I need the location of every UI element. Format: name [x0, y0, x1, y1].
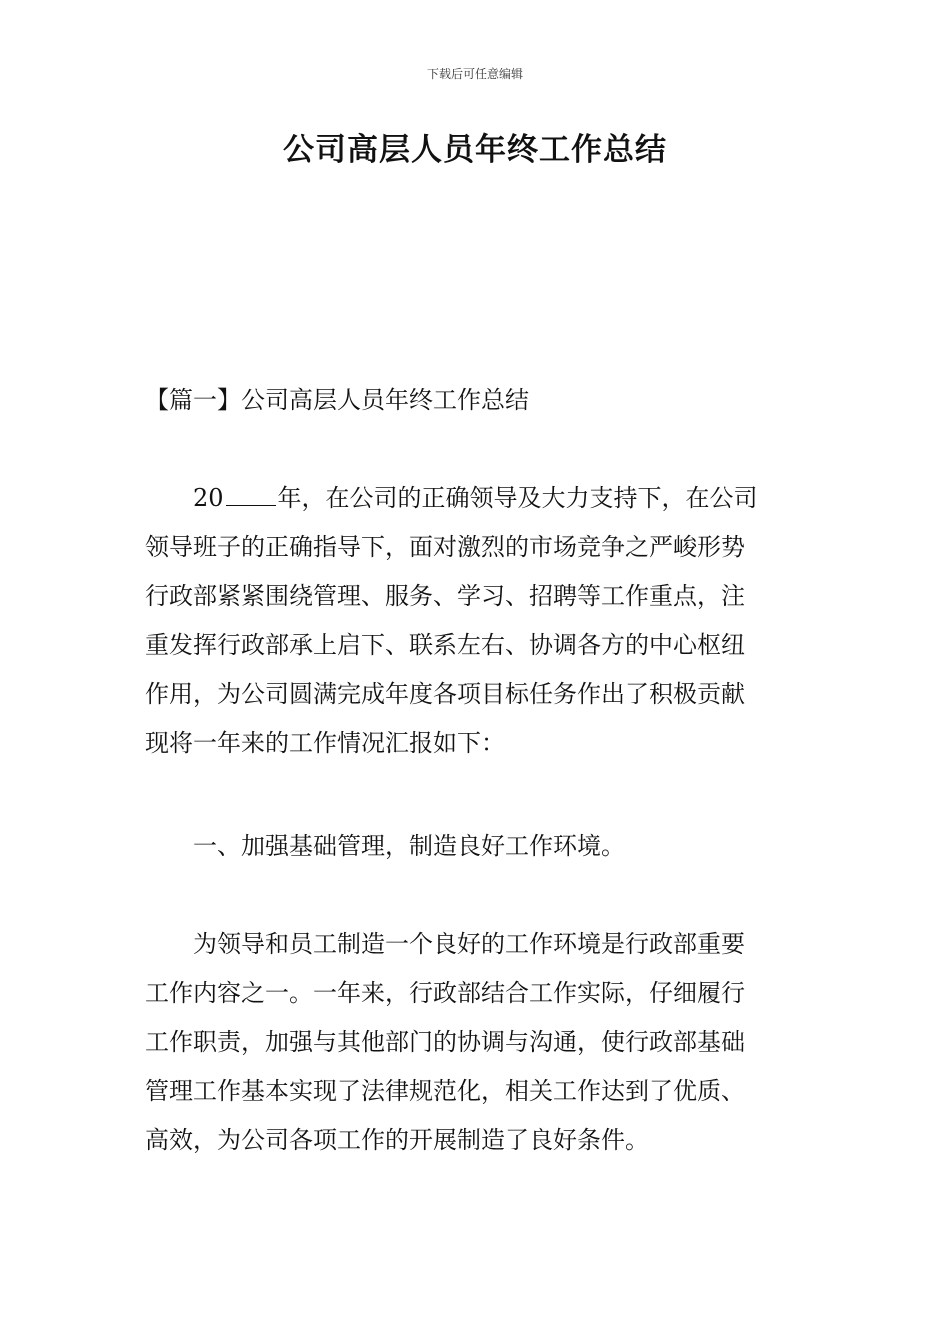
paragraph-line: 为领导和员工制造一个良好的工作环境是行政部重要 [193, 930, 745, 958]
paragraph-line: 现将一年来的工作情况汇报如下： [145, 729, 505, 757]
paragraph-line: 行政部紧紧围绕管理、服务、学习、招聘等工作重点，注 [145, 582, 745, 610]
paragraph-line: 领导班子的正确指导下，面对激烈的市场竞争之严峻形势 [145, 533, 745, 561]
paragraph-line: 重发挥行政部承上启下、联系左右、协调各方的中心枢纽 [145, 631, 745, 659]
paragraph-intro [145, 474, 807, 768]
subheading: 一、加强基础管理，制造良好工作环境。 [193, 832, 625, 860]
year-blank-underline [226, 485, 276, 506]
document-title: 公司高层人员年终工作总结 [283, 132, 667, 168]
paragraph-line [145, 474, 807, 523]
year-prefix: 20 [193, 484, 224, 512]
header-note: 下载后可任意编辑 [426, 67, 523, 81]
paragraph-line: 工作职责，加强与其他部门的协调与沟通，使行政部基础 [145, 1028, 745, 1056]
paragraph-line: 作用，为公司圆满完成年度各项目标任务作出了积极贡献 [145, 680, 745, 708]
section-heading: 【篇一】公司高层人员年终工作总结 [145, 386, 529, 414]
paragraph-line: 高效，为公司各项工作的开展制造了良好条件。 [145, 1126, 649, 1154]
paragraph-line: 工作内容之一。一年来，行政部结合工作实际，仔细履行 [145, 979, 745, 1007]
paragraph-line: 管理工作基本实现了法律规范化，相关工作达到了优质、 [145, 1077, 745, 1105]
paragraph-environment [145, 920, 807, 1165]
paragraph-line-text: 年，在公司的正确领导及大力支持下，在公司 [277, 484, 758, 512]
